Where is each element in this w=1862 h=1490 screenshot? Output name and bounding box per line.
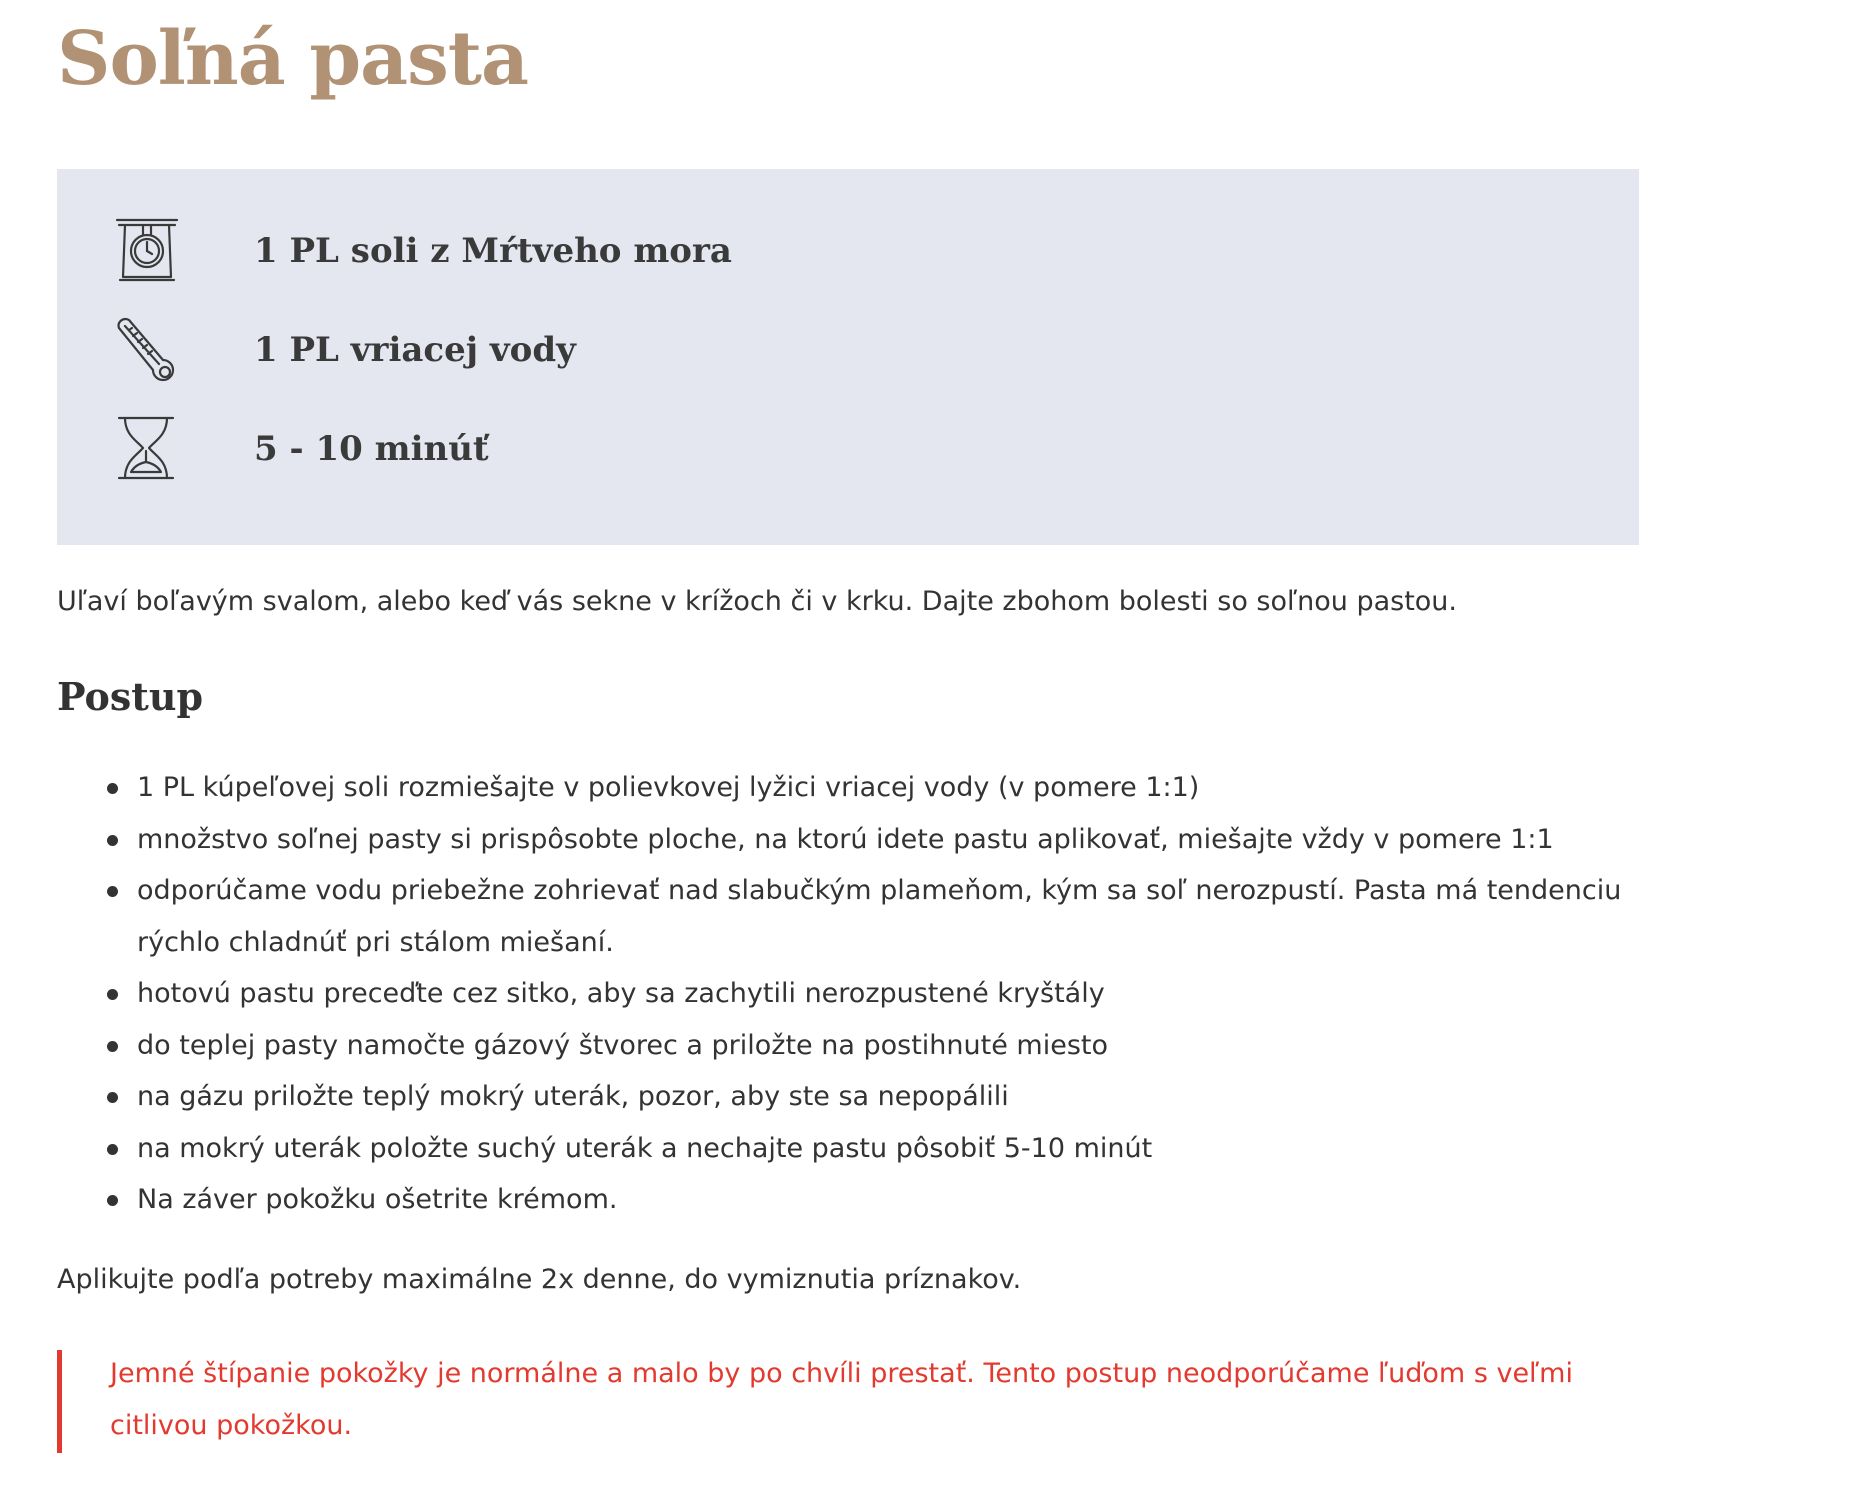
warning-text: Jemné štípanie pokožky je normálne a malo by po chvíli prestať. Tento postup neodporúčame ľuďom s veľmi citlivou pokožkou. xyxy=(110,1358,1573,1441)
info-row-time xyxy=(57,415,1639,495)
list-item: hotovú pastu preceďte cez sitko, aby sa zachytili nerozpustené kryštály xyxy=(57,968,1657,1020)
list-item: na gázu priložte teplý mokrý uterák, pozor, aby ste sa nepopálili xyxy=(57,1071,1657,1123)
list-item: do teplej pasty namočte gázový štvorec a priložte na postihnuté miesto xyxy=(57,1020,1657,1072)
info-row-ingredient-water xyxy=(57,316,1639,396)
warning-blockquote xyxy=(57,1350,1617,1453)
thermometer-icon xyxy=(115,316,179,382)
outro-paragraph: Aplikujte podľa potreby maximálne 2x denne, do vymiznutia príznakov. xyxy=(57,1264,1022,1295)
scale-icon xyxy=(115,217,179,283)
list-item: 1 PL kúpeľovej soli rozmiešajte v polievkovej lyžici vriacej vody (v pomere 1:1) xyxy=(57,762,1657,814)
info-label-time: 5 - 10 minúť xyxy=(254,429,489,469)
list-item: na mokrý uterák položte suchý uterák a nechajte pastu pôsobiť 5-10 minút xyxy=(57,1123,1657,1175)
recipe-info-box xyxy=(57,169,1639,545)
info-label-salt: 1 PL soli z Mŕtveho mora xyxy=(254,231,732,271)
procedure-heading: Postup xyxy=(57,674,204,719)
info-row-ingredient-salt xyxy=(57,217,1639,297)
hourglass-icon xyxy=(115,415,179,481)
page-title: Soľná pasta xyxy=(57,16,528,102)
intro-paragraph: Uľaví boľavým svalom, alebo keď vás sekne v krížoch či v krku. Dajte zbohom bolesti so soľnou pastou. xyxy=(57,586,1458,617)
list-item: odporúčame vodu priebežne zohrievať nad slabučkým plameňom, kým sa soľ nerozpustí. Pasta má tendenciu rýchlo chladnúť pri stálom miešaní. xyxy=(57,865,1657,968)
info-label-water: 1 PL vriacej vody xyxy=(254,330,576,370)
procedure-steps-list xyxy=(57,762,1657,1226)
list-item: Na záver pokožku ošetrite krémom. xyxy=(57,1174,1657,1226)
list-item: množstvo soľnej pasty si prispôsobte ploche, na ktorú idete pastu aplikovať, miešajte vždy v pomere 1:1 xyxy=(57,814,1657,866)
